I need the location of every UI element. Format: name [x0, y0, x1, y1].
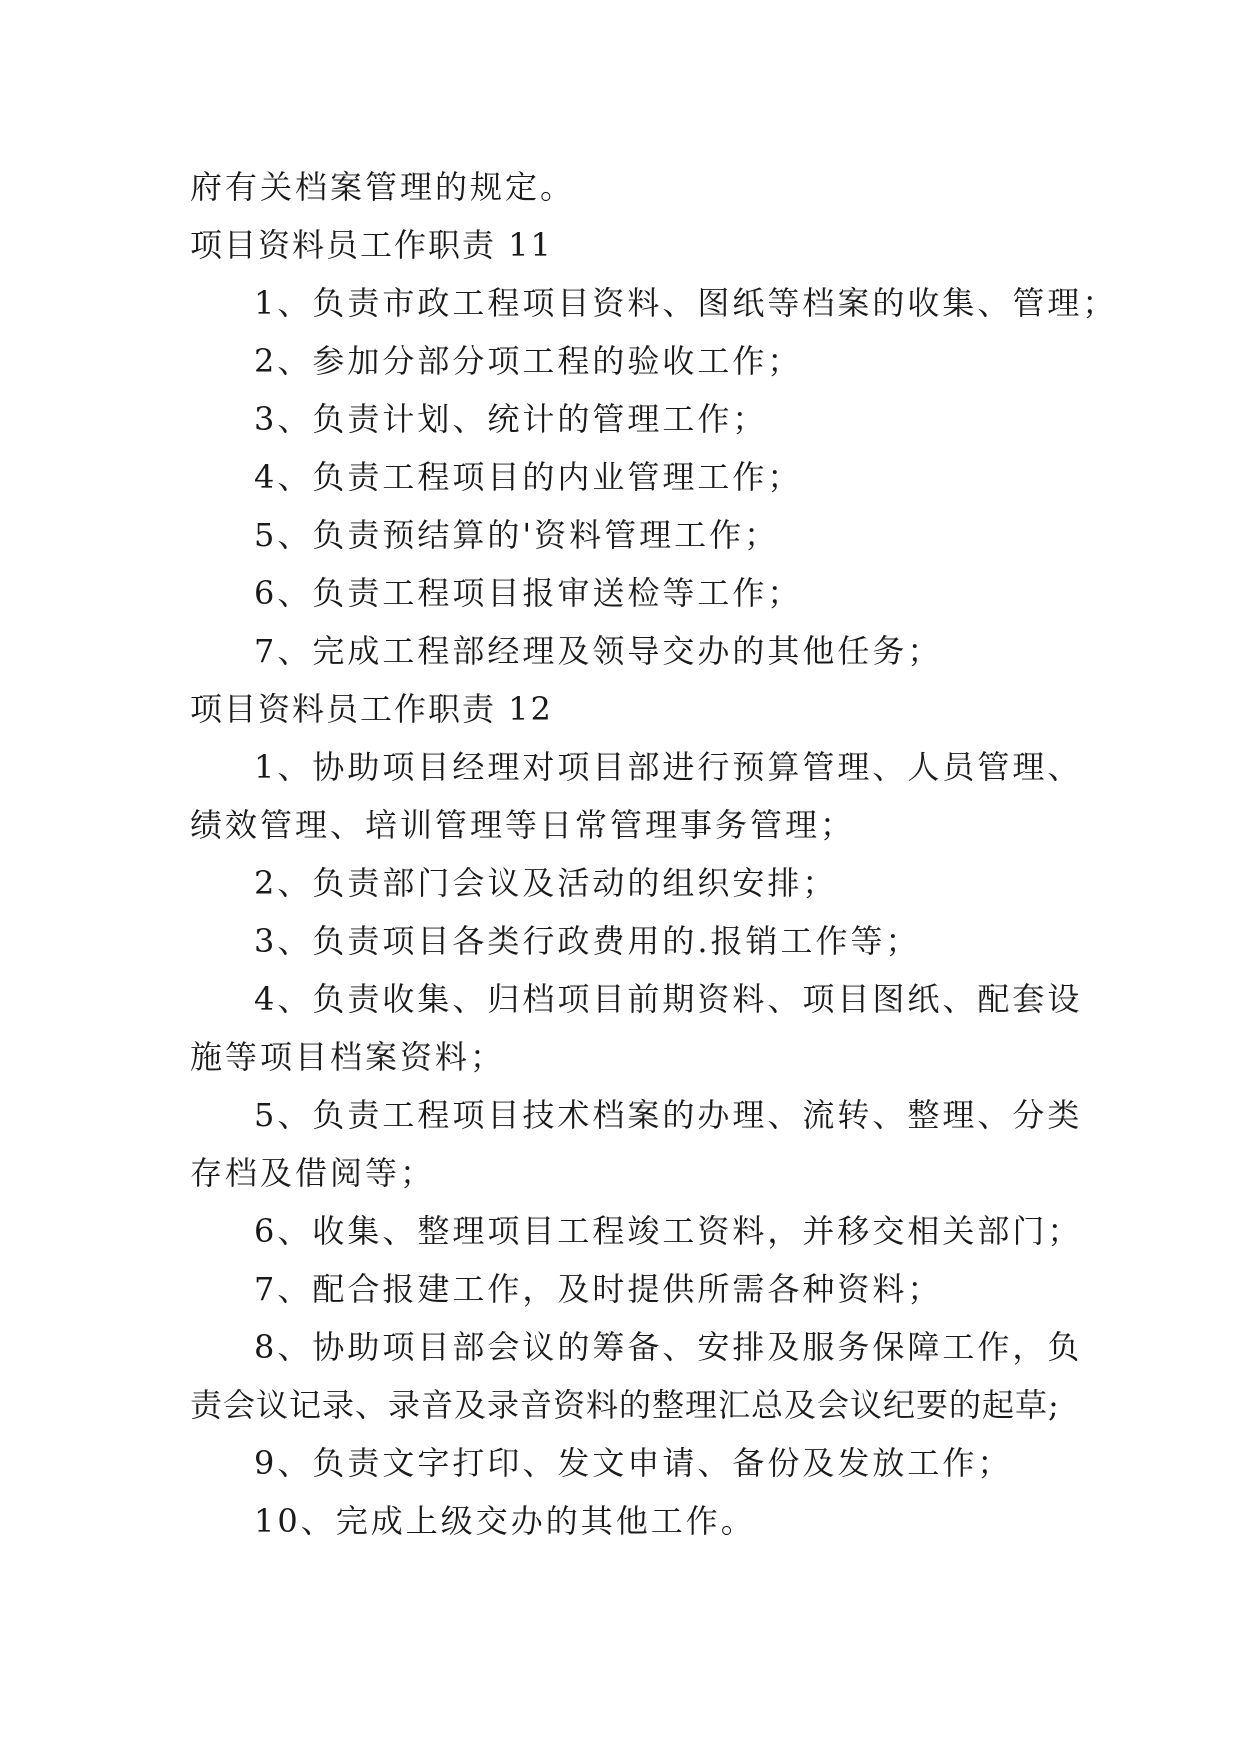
list-item-continuation: 绩效管理、培训管理等日常管理事务管理；	[190, 806, 856, 844]
list-item: 4、负责工程项目的内业管理工作；	[254, 458, 803, 496]
list-item: 1、协助项目经理对项目部进行预算管理、人员管理、	[254, 748, 1083, 786]
list-item: 9、负责文字打印、发文申请、备份及发放工作；	[254, 1444, 1013, 1482]
list-item: 4、负责收集、归档项目前期资料、项目图纸、配套设	[254, 980, 1083, 1018]
list-item: 7、配合报建工作，及时提供所需各种资料；	[254, 1270, 943, 1308]
list-item: 3、负责计划、统计的管理工作；	[254, 400, 768, 438]
section-heading: 项目资料员工作职责 12	[190, 690, 553, 728]
list-item: 8、协助项目部会议的筹备、安排及服务保障工作，负	[254, 1328, 1083, 1366]
list-item: 5、负责预结算的'资料管理工作；	[254, 516, 780, 554]
list-item: 6、收集、整理项目工程竣工资料，并移交相关部门；	[254, 1212, 1083, 1250]
list-item-continuation: 存档及借阅等；	[190, 1154, 436, 1192]
list-item: 5、负责工程项目技术档案的办理、流转、整理、分类	[254, 1096, 1083, 1134]
paragraph-line: 府有关档案管理的规定。	[190, 168, 576, 206]
list-item: 3、负责项目各类行政费用的.报销工作等；	[254, 922, 921, 960]
list-item: 7、完成工程部经理及领导交办的其他任务；	[254, 632, 943, 670]
document-body	[190, 158, 1118, 1550]
list-item: 2、负责部门会议及活动的组织安排；	[254, 864, 838, 902]
list-item-continuation: 施等项目档案资料；	[190, 1038, 506, 1076]
list-item: 6、负责工程项目报审送检等工作；	[254, 574, 803, 612]
section-heading: 项目资料员工作职责 11	[190, 226, 553, 264]
list-item: 1、负责市政工程项目资料、图纸等档案的收集、管理；	[254, 284, 1118, 322]
list-item: 10、完成上级交办的其他工作。	[254, 1502, 756, 1540]
list-item: 2、参加分部分项工程的验收工作；	[254, 342, 803, 380]
list-item-continuation: 责会议记录、录音及录音资料的整理汇总及会议纪要的起草;	[190, 1386, 1060, 1424]
